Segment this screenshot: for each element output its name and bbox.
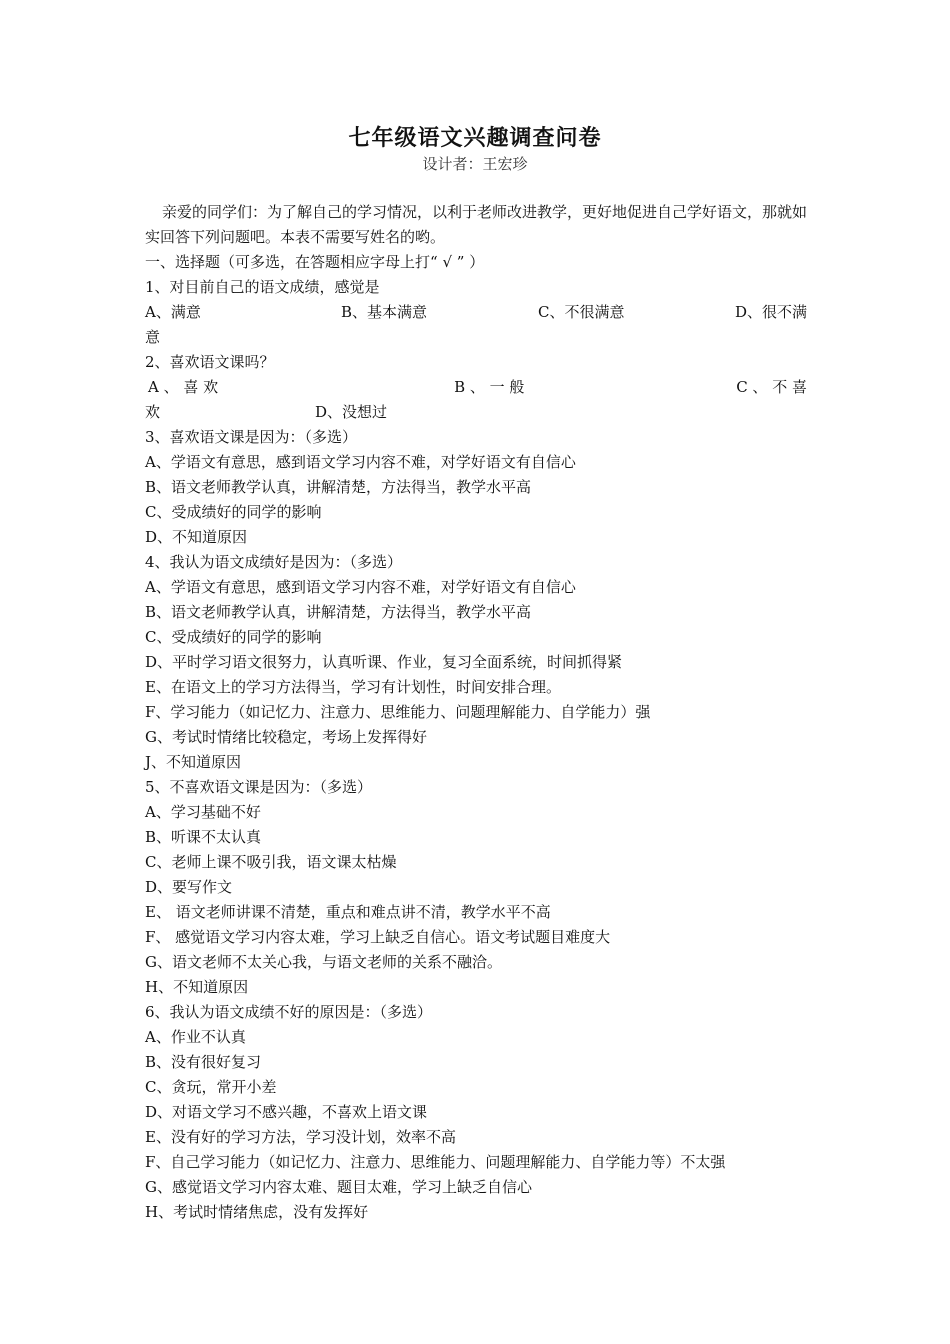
question-2: 2、喜欢语文课吗？ (145, 353, 275, 371)
q3-option-c[interactable]: C、受成绩好的同学的影响 (145, 503, 322, 521)
question-2-options (145, 375, 807, 400)
q6-option-e[interactable]: E、没有好的学习方法，学习没计划，效率不高 (145, 1128, 456, 1146)
designer-line: 设计者：王宏珍 (422, 155, 528, 173)
question-5: 5、不喜欢语文课是因为：（多选） (145, 778, 373, 796)
q2-option-c-continued: 欢 (145, 403, 161, 421)
q3-option-d[interactable]: D、不知道原因 (145, 528, 248, 546)
q6-option-a[interactable]: A、作业不认真 (145, 1028, 246, 1046)
q6-option-b[interactable]: B、没有很好复习 (145, 1053, 262, 1071)
section-heading: 一、选择题（可多选，在答题相应字母上打“ √ ” ） (145, 253, 485, 271)
q5-option-h[interactable]: H、不知道原因 (145, 978, 249, 996)
q4-option-c[interactable]: C、受成绩好的同学的影响 (145, 628, 322, 646)
q6-option-c[interactable]: C、贪玩，常开小差 (145, 1078, 277, 1096)
question-3: 3、喜欢语文课是因为：（多选） (145, 428, 358, 446)
q5-option-c[interactable]: C、老师上课不吸引我，语文课太枯燥 (145, 853, 397, 871)
q5-option-g[interactable]: G、语文老师不太关心我，与语文老师的关系不融洽。 (145, 953, 502, 971)
q4-option-d[interactable]: D、平时学习语文很努力，认真听课、作业，复习全面系统，时间抓得紧 (145, 653, 623, 671)
q5-option-b[interactable]: B、听课不太认真 (145, 828, 262, 846)
question-4: 4、我认为语文成绩好是因为：（多选） (145, 553, 403, 571)
intro-paragraph: 亲爱的同学们：为了解自己的学习情况，以利于老师改进教学，更好地促进自己学好语文，那就如实回答下列问题吧。本表不需要写姓名的哟。 (145, 203, 808, 246)
q1-option-d-continued: 意 (145, 328, 161, 346)
q4-option-g[interactable]: G、考试时情绪比较稳定，考场上发挥得好 (145, 728, 427, 746)
q2-option-a[interactable]: A 、 喜 欢 (148, 378, 219, 396)
q6-option-f[interactable]: F、自己学习能力（如记忆力、注意力、思维能力、问题理解能力、自学能力等）不太强 (145, 1153, 726, 1171)
q5-option-a[interactable]: A、学习基础不好 (145, 803, 261, 821)
q4-option-a[interactable]: A、学语文有意思，感到语文学习内容不难，对学好语文有自信心 (145, 578, 576, 596)
q2-option-c[interactable]: C 、 不 喜 (736, 378, 807, 396)
q4-option-b[interactable]: B、语文老师教学认真，讲解清楚，方法得当，教学水平高 (145, 603, 532, 621)
q4-option-e[interactable]: E、在语文上的学习方法得当，学习有计划性，时间安排合理。 (145, 678, 561, 696)
q2-option-b[interactable]: B 、 一 般 (454, 378, 525, 396)
q1-option-b[interactable]: B、基本满意 (341, 303, 428, 321)
document-title: 七年级语文兴趣调查问卷 (348, 125, 602, 151)
q5-option-f[interactable]: F、 感觉语文学习内容太难，学习上缺乏自信心。语文考试题目难度大 (145, 928, 611, 946)
q3-option-a[interactable]: A、学语文有意思，感到语文学习内容不难，对学好语文有自信心 (145, 453, 576, 471)
q4-option-j[interactable]: J、不知道原因 (145, 753, 242, 771)
question-6: 6、我认为语文成绩不好的原因是：（多选） (145, 1003, 433, 1021)
q5-option-e[interactable]: E、 语文老师讲课不清楚，重点和难点讲不清，教学水平不高 (145, 903, 551, 921)
question-2-options-continued (145, 400, 807, 425)
spacer (160, 400, 315, 425)
q6-option-g[interactable]: G、感觉语文学习内容太难、题目太难，学习上缺乏自信心 (145, 1178, 532, 1196)
document-body (145, 200, 807, 1225)
q2-option-d[interactable]: D、没想过 (315, 403, 388, 421)
q6-option-d[interactable]: D、对语文学习不感兴趣，不喜欢上语文课 (145, 1103, 428, 1121)
q3-option-b[interactable]: B、语文老师教学认真，讲解清楚，方法得当，教学水平高 (145, 478, 532, 496)
q6-option-h[interactable]: H、考试时情绪焦虑，没有发挥好 (145, 1203, 369, 1221)
question-1-options (145, 300, 807, 325)
q1-option-d[interactable]: D、很不满 (734, 303, 807, 321)
question-1: 1、对目前自己的语文成绩，感觉是 (145, 278, 380, 296)
q1-option-a[interactable]: A、满意 (145, 303, 201, 321)
q4-option-f[interactable]: F、学习能力（如记忆力、注意力、思维能力、问题理解能力、自学能力）强 (145, 703, 651, 721)
q5-option-d[interactable]: D、要写作文 (145, 878, 233, 896)
q1-option-c[interactable]: C、不很满意 (538, 303, 625, 321)
